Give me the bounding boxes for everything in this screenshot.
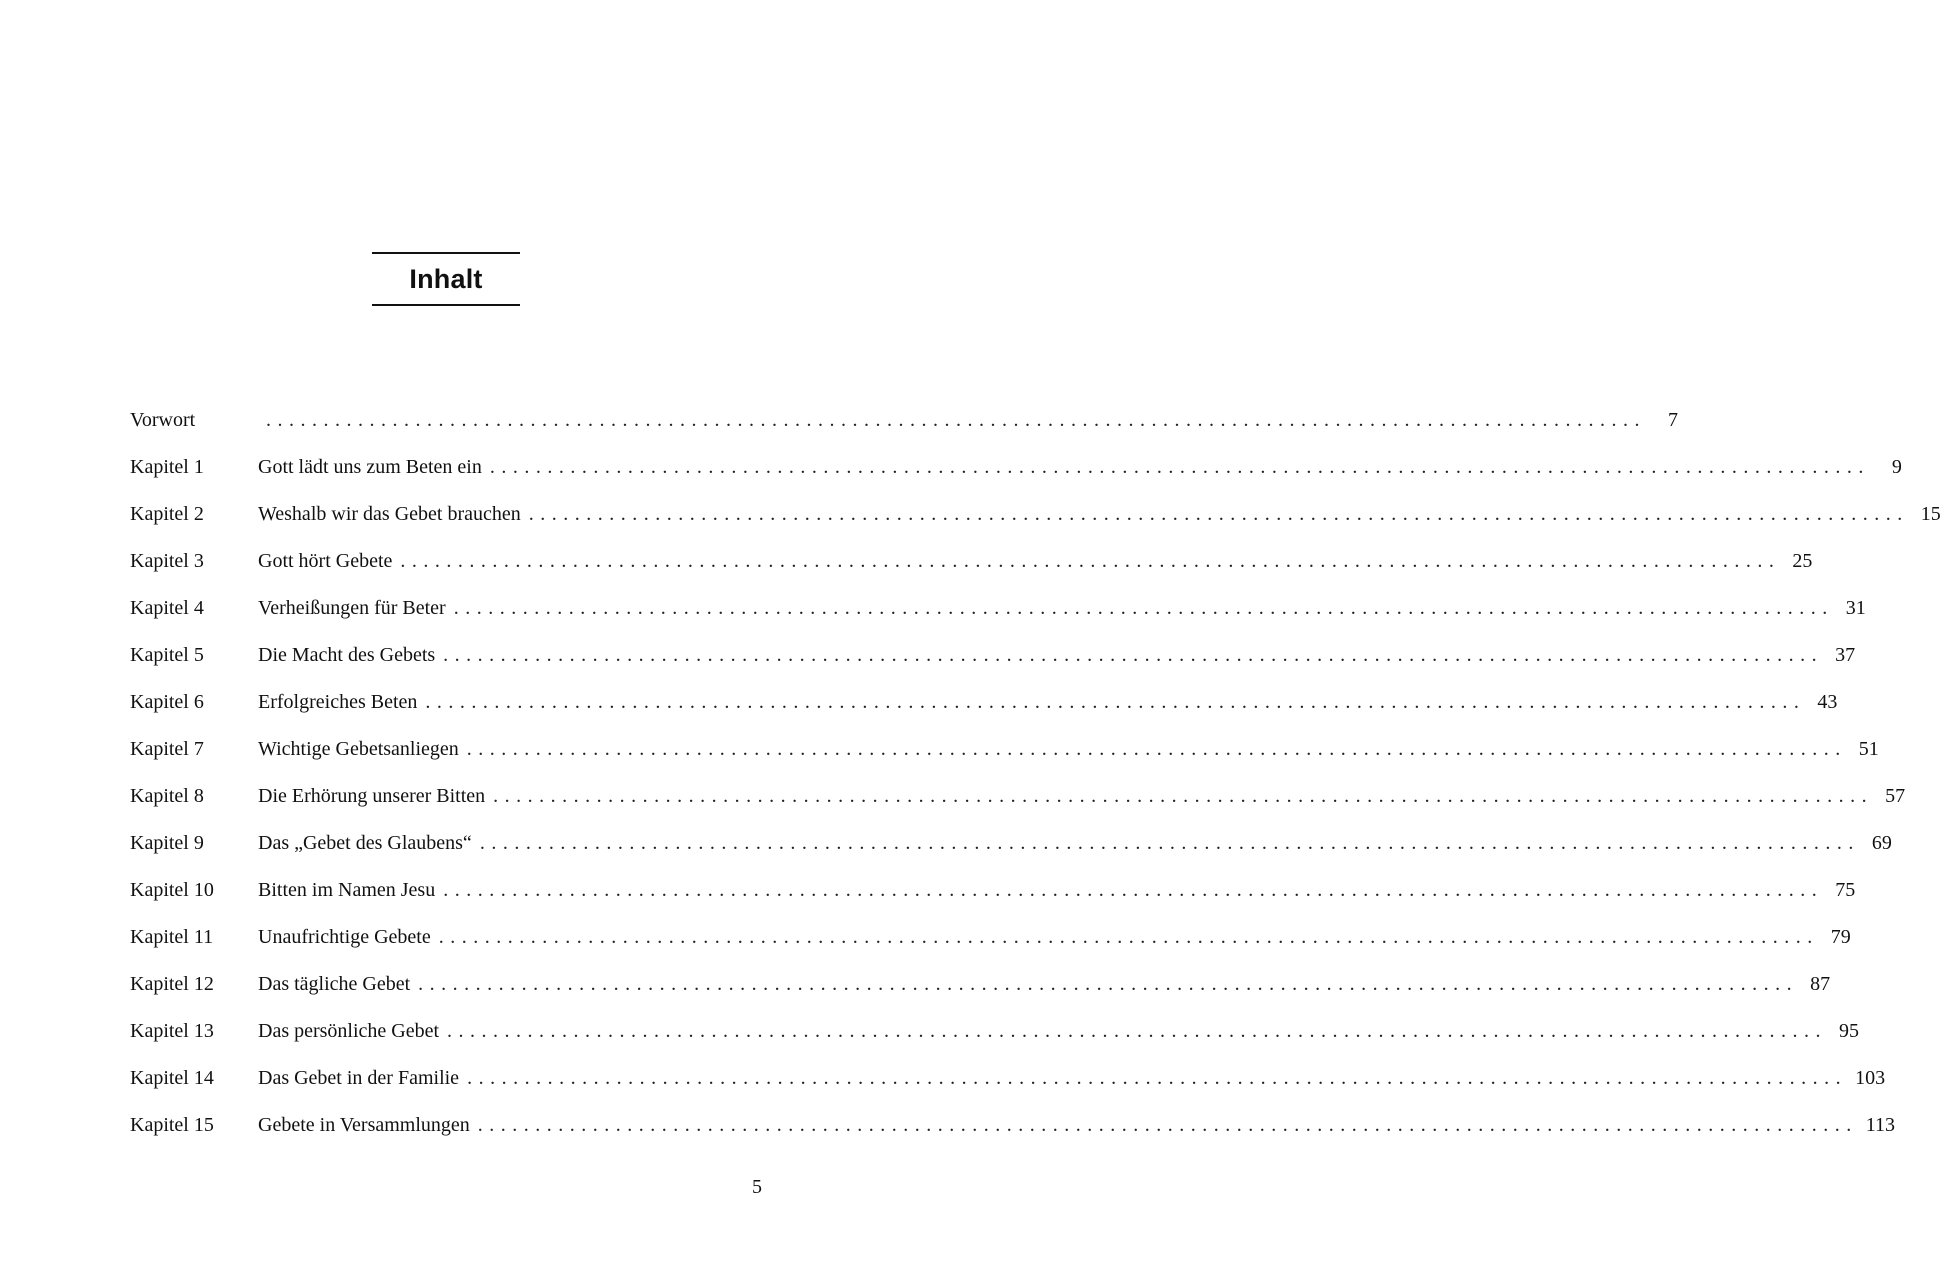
chapter-title: Das tägliche Gebet <box>258 972 411 995</box>
entry-body <box>258 784 1906 808</box>
dot-leader: ........................................................................................................................ <box>489 455 1870 478</box>
chapter-title: Gott lädt uns zum Beten ein <box>258 455 482 478</box>
page-number: 5 <box>752 1176 762 1198</box>
chapter-title: Das Gebet in der Familie <box>258 1066 460 1089</box>
chapter-title: Das persönliche Gebet <box>258 1019 440 1042</box>
toc-entry <box>130 1009 1860 1053</box>
page-ref: 69 <box>1871 831 1892 854</box>
toc-entry <box>130 586 1866 630</box>
page-ref: 9 <box>1891 455 1902 478</box>
dot-leader: ........................................................................................................................ <box>493 784 1874 807</box>
dot-leader: ........................................................................................................................ <box>418 972 1799 995</box>
toc-entry <box>130 915 1851 959</box>
chapter-title: Unaufrichtige Gebete <box>258 925 431 948</box>
dot-leader: ........................................................................................................................ <box>467 1066 1848 1089</box>
chapter-title: Bitten im Namen Jesu <box>258 878 436 901</box>
chapter-title: Die Macht des Gebets <box>258 643 436 666</box>
chapter-label: Kapitel 5 <box>130 643 204 666</box>
chapter-label: Kapitel 9 <box>130 831 204 854</box>
toc-entry <box>130 492 1941 536</box>
page-ref: 43 <box>1817 690 1838 713</box>
chapter-title: Weshalb wir das Gebet brauchen <box>258 502 521 525</box>
entry-body <box>258 831 1892 855</box>
entry-body <box>258 455 1902 479</box>
page-ref: 37 <box>1835 643 1856 666</box>
dot-leader: ........................................................................................................................ <box>466 737 1847 760</box>
chapter-label: Kapitel 1 <box>130 455 204 478</box>
page-ref: 87 <box>1810 972 1831 995</box>
chapter-label: Kapitel 8 <box>130 784 204 807</box>
entry-body <box>258 502 1941 526</box>
chapter-title: Das „Gebet des Glaubens“ <box>258 831 472 854</box>
page-ref: 79 <box>1830 925 1851 948</box>
entry-body <box>258 1113 1896 1137</box>
toc-entry <box>130 1103 1896 1147</box>
page-ref: 31 <box>1845 596 1866 619</box>
entry-body <box>258 643 1856 667</box>
dot-leader: ........................................................................................................................ <box>443 643 1824 666</box>
chapter-label: Kapitel 10 <box>130 878 214 901</box>
dot-leader: ........................................................................................................................ <box>447 1019 1828 1042</box>
page-ref: 103 <box>1855 1066 1886 1089</box>
chapter-title: Gott hört Gebete <box>258 549 393 572</box>
chapter-label: Kapitel 7 <box>130 737 204 760</box>
toc-entry <box>130 445 1902 489</box>
toc-entry <box>130 539 1813 583</box>
dot-leader: ........................................................................................................................ <box>266 408 1646 431</box>
toc-entry <box>130 821 1892 865</box>
toc-entry <box>130 727 1879 771</box>
toc-entry <box>130 398 1678 442</box>
chapter-title: Verheißungen für Beter <box>258 596 446 619</box>
entry-body <box>258 1019 1860 1043</box>
chapter-title: Wichtige Gebetsanliegen <box>258 737 459 760</box>
page-ref: 15 <box>1920 502 1941 525</box>
chapter-title: Erfolgreiches Beten <box>258 690 418 713</box>
page-ref: 57 <box>1885 784 1906 807</box>
page-ref: 25 <box>1792 549 1813 572</box>
chapter-title: Gebete in Versammlungen <box>258 1113 470 1136</box>
entry-body <box>258 596 1866 620</box>
dot-leader: ........................................................................................................................ <box>453 596 1834 619</box>
page-title: Inhalt <box>409 263 483 294</box>
toc-heading-block <box>372 252 520 306</box>
toc-entry <box>130 868 1856 912</box>
entry-body <box>258 925 1851 949</box>
entry-body <box>258 878 1856 902</box>
entry-body <box>258 408 1678 432</box>
chapter-label: Kapitel 15 <box>130 1113 214 1136</box>
dot-leader: ........................................................................................................................ <box>479 831 1860 854</box>
entry-body <box>258 972 1831 996</box>
dot-leader: ........................................................................................................................ <box>528 502 1909 525</box>
chapter-label: Kapitel 11 <box>130 925 214 948</box>
dot-leader: ........................................................................................................................ <box>425 690 1806 713</box>
page-ref: 95 <box>1839 1019 1860 1042</box>
entry-body <box>258 690 1838 714</box>
chapter-title: Die Erhörung unserer Bitten <box>258 784 486 807</box>
chapter-label: Kapitel 3 <box>130 549 204 572</box>
page-ref: 75 <box>1835 878 1856 901</box>
toc-entry <box>130 633 1856 677</box>
entry-body <box>258 549 1813 573</box>
chapter-label: Kapitel 14 <box>130 1066 214 1089</box>
page-ref: 113 <box>1865 1113 1896 1136</box>
toc-entry <box>130 1056 1886 1100</box>
dot-leader: ........................................................................................................................ <box>443 878 1824 901</box>
dot-leader: ........................................................................................................................ <box>477 1113 1858 1136</box>
chapter-label: Kapitel 4 <box>130 596 204 619</box>
chapter-label: Kapitel 2 <box>130 502 204 525</box>
dot-leader: ........................................................................................................................ <box>438 925 1819 948</box>
entry-body <box>258 737 1879 761</box>
page-ref: 7 <box>1668 408 1678 431</box>
page-ref: 51 <box>1858 737 1879 760</box>
chapter-label: Kapitel 6 <box>130 690 204 713</box>
toc-entry <box>130 680 1838 724</box>
chapter-label: Kapitel 12 <box>130 972 214 995</box>
chapter-label: Kapitel 13 <box>130 1019 214 1042</box>
toc-entry <box>130 962 1831 1006</box>
toc-entry <box>130 774 1906 818</box>
dot-leader: ........................................................................................................................ <box>400 549 1781 572</box>
entry-body <box>258 1066 1886 1090</box>
chapter-label: Vorwort <box>130 408 196 431</box>
